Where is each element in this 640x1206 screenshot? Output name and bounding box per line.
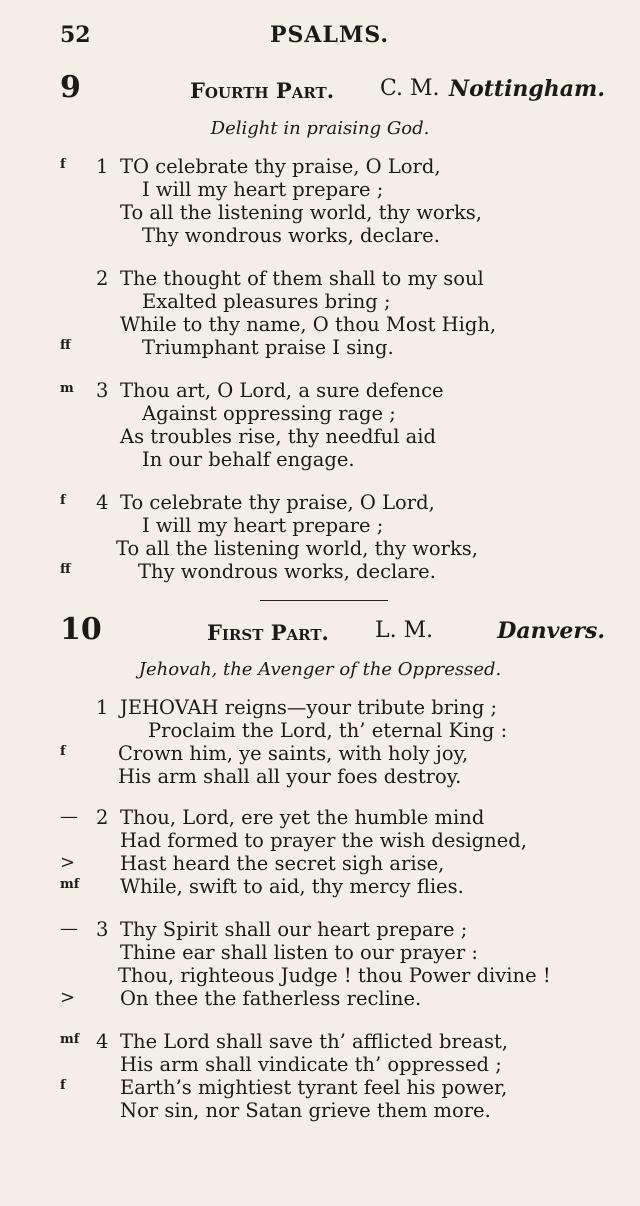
verse-line: To all the listening world, thy works, [116, 537, 479, 560]
verse-line: As troubles rise, thy needful aid [120, 425, 436, 448]
verse-line: Hast heard the secret sigh arise, [120, 852, 445, 875]
verse-line: Exalted pleasures bring ; [142, 290, 391, 313]
hymn-9-subtitle: Delight in praising God. [210, 118, 430, 139]
verse-line: I will my heart prepare ; [142, 514, 384, 537]
page-number: 52 [60, 22, 91, 48]
hymn-number: 10 [60, 612, 102, 647]
hymn-9-header [60, 70, 605, 110]
meter-label: L. M. [375, 618, 434, 643]
dynamic-mark: m [60, 381, 74, 396]
dynamic-mark: > [60, 852, 76, 873]
verse-line: Thine ear shall listen to our prayer : [120, 941, 478, 964]
dynamic-mark: ff [60, 562, 71, 577]
verse-line: Thou, Lord, ere yet the humble mind [120, 806, 485, 829]
tune-name: Danvers. [497, 618, 605, 644]
stanza-number: 2 [96, 267, 109, 290]
verse-line: Triumphant praise I sing. [142, 336, 394, 359]
verse-line: In our behalf engage. [142, 448, 355, 471]
dynamic-mark: f [60, 157, 66, 172]
verse-line: The Lord shall save th’ afflicted breast, [120, 1030, 508, 1053]
dynamic-mark: mf [60, 877, 80, 892]
stanza-number: 3 [96, 379, 109, 402]
verse-line: While to thy name, O thou Most High, [120, 313, 497, 336]
meter-label: C. M. [380, 76, 440, 101]
verse-line: Against oppressing rage ; [142, 402, 396, 425]
stanza-number: 1 [96, 155, 109, 178]
dynamic-mark: ff [60, 338, 71, 353]
stanza-number: 4 [96, 1030, 109, 1053]
stanza-number: 4 [96, 491, 109, 514]
dynamic-mark: f [60, 1078, 66, 1093]
verse-line: On thee the fatherless recline. [120, 987, 422, 1010]
stanza-number: 2 [96, 806, 109, 829]
dynamic-mark: f [60, 744, 66, 759]
verse-line: Proclaim the Lord, th’ eternal King : [148, 719, 508, 742]
verse-line: To all the listening world, thy works, [120, 201, 483, 224]
hymn-10-subtitle: Jehovah, the Avenger of the Oppressed. [138, 659, 502, 680]
verse-line: Thou, righteous Judge ! thou Power divine ! [118, 964, 551, 987]
dynamic-mark: mf [60, 1032, 80, 1047]
hymn-10-header [60, 612, 605, 652]
verse-line: Had formed to prayer the wish designed, [120, 829, 527, 852]
stanza-number: 1 [96, 696, 109, 719]
hymn-number: 9 [60, 70, 81, 105]
verse-line: JEHOVAH reigns—your tribute bring ; [120, 696, 498, 719]
dynamic-mark: — [60, 918, 78, 939]
verse-line: His arm shall all your foes destroy. [118, 765, 462, 788]
part-label: First Part. [207, 620, 329, 645]
stanza-number: 3 [96, 918, 109, 941]
verse-line: TO celebrate thy praise, O Lord, [120, 155, 441, 178]
verse-line: His arm shall vindicate th’ oppressed ; [120, 1053, 502, 1076]
verse-line: While, swift to aid, thy mercy flies. [120, 875, 464, 898]
verse-line: Earth’s mightiest tyrant feel his power, [120, 1076, 508, 1099]
running-head [60, 22, 580, 52]
verse-line: Thy Spirit shall our heart prepare ; [120, 918, 468, 941]
section-divider [260, 600, 388, 601]
verse-line: Nor sin, nor Satan grieve them more. [120, 1099, 491, 1122]
verse-line: To celebrate thy praise, O Lord, [120, 491, 435, 514]
dynamic-mark: f [60, 493, 66, 508]
verse-line: Thou art, O Lord, a sure defence [120, 379, 444, 402]
part-label: Fourth Part. [190, 78, 335, 103]
verse-line: The thought of them shall to my soul [120, 267, 484, 290]
verse-line: I will my heart prepare ; [142, 178, 384, 201]
dynamic-mark: > [60, 987, 76, 1008]
book-title: PSALMS. [270, 22, 390, 48]
verse-line: Thy wondrous works, declare. [138, 560, 436, 583]
dynamic-mark: — [60, 806, 78, 827]
verse-line: Crown him, ye saints, with holy joy, [118, 742, 469, 765]
verse-line: Thy wondrous works, declare. [142, 224, 440, 247]
tune-name: Nottingham. [448, 76, 605, 102]
